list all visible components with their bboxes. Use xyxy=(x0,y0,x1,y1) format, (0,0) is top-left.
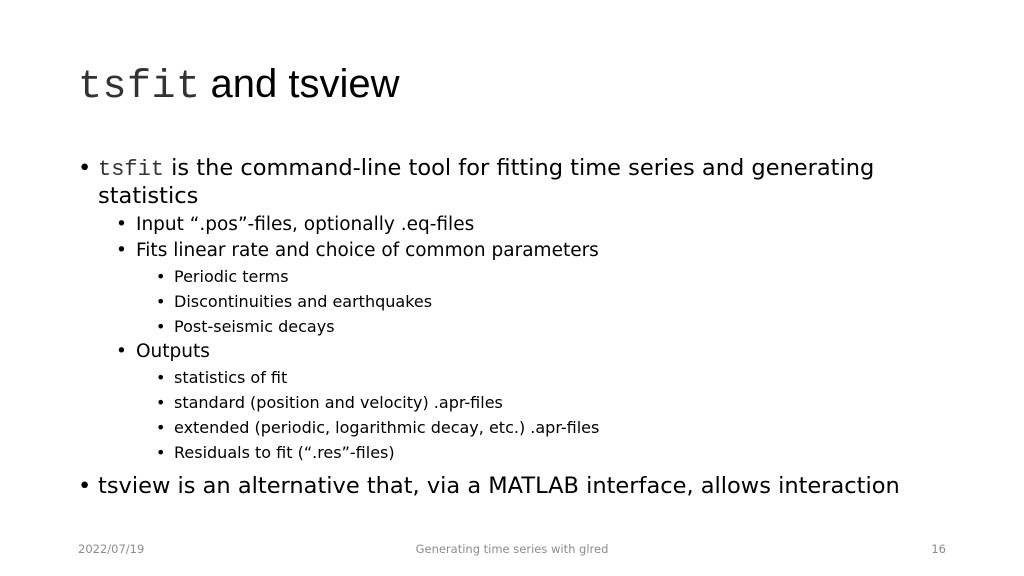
title-command: tsfit xyxy=(78,65,201,110)
bullet-text: extended (periodic, logarithmic decay, etc.) .apr-files xyxy=(174,418,600,437)
bullet-item xyxy=(78,238,958,264)
bullet-text: tsview is an alternative that, via a MATLAB interface, allows interaction xyxy=(98,473,900,499)
bullet-item xyxy=(78,415,958,440)
bullet-dot-icon: • xyxy=(78,155,92,181)
bullet-dot-icon: • xyxy=(116,214,127,235)
bullet-item xyxy=(78,289,958,314)
bullet-dot-icon: • xyxy=(156,393,166,412)
bullet-dot-icon: • xyxy=(156,443,166,462)
bullet-item xyxy=(78,365,958,390)
bullet-dot-icon: • xyxy=(156,292,166,311)
bullet-item xyxy=(78,440,958,465)
bullet-item xyxy=(78,212,958,238)
bullet-dot-icon: • xyxy=(116,240,127,261)
bullet-item xyxy=(78,339,958,365)
bullet-text: Fits linear rate and choice of common parameters xyxy=(136,240,599,261)
bullet-text: Discontinuities and earthquakes xyxy=(174,292,433,311)
bullet-text: Outputs xyxy=(136,341,210,362)
bullet-text: standard (position and velocity) .apr-files xyxy=(174,393,503,412)
footer-page-number: 16 xyxy=(931,542,946,556)
bullet-dot-icon: • xyxy=(78,473,92,499)
title-text: and tsview xyxy=(210,62,400,106)
bullet-text: is the command-line tool for fitting time series and generating statistics xyxy=(98,155,875,209)
bullet-dot-icon: • xyxy=(116,341,127,362)
footer-date: 2022/07/19 xyxy=(78,542,145,556)
bullet-text: Input “.pos”-files, optionally .eq-files xyxy=(136,214,475,235)
bullet-dot-icon: • xyxy=(156,267,166,286)
bullet-text: Periodic terms xyxy=(174,267,289,286)
slide-title xyxy=(78,60,400,112)
bullet-item xyxy=(78,390,958,415)
bullet-code: tsfit xyxy=(98,157,165,182)
bullet-text: Residuals to fit (“.res”-files) xyxy=(174,443,395,462)
bullet-item xyxy=(78,473,958,499)
bullet-item xyxy=(78,264,958,289)
bullet-dot-icon: • xyxy=(156,418,166,437)
bullet-text: Post-seismic decays xyxy=(174,317,335,336)
bullet-text: statistics of fit xyxy=(174,368,288,387)
bullet-list xyxy=(78,155,958,499)
bullet-item xyxy=(78,155,958,209)
bullet-dot-icon: • xyxy=(156,317,166,336)
bullet-dot-icon: • xyxy=(156,368,166,387)
footer-title: Generating time series with glred xyxy=(415,542,609,556)
bullet-item xyxy=(78,314,958,339)
